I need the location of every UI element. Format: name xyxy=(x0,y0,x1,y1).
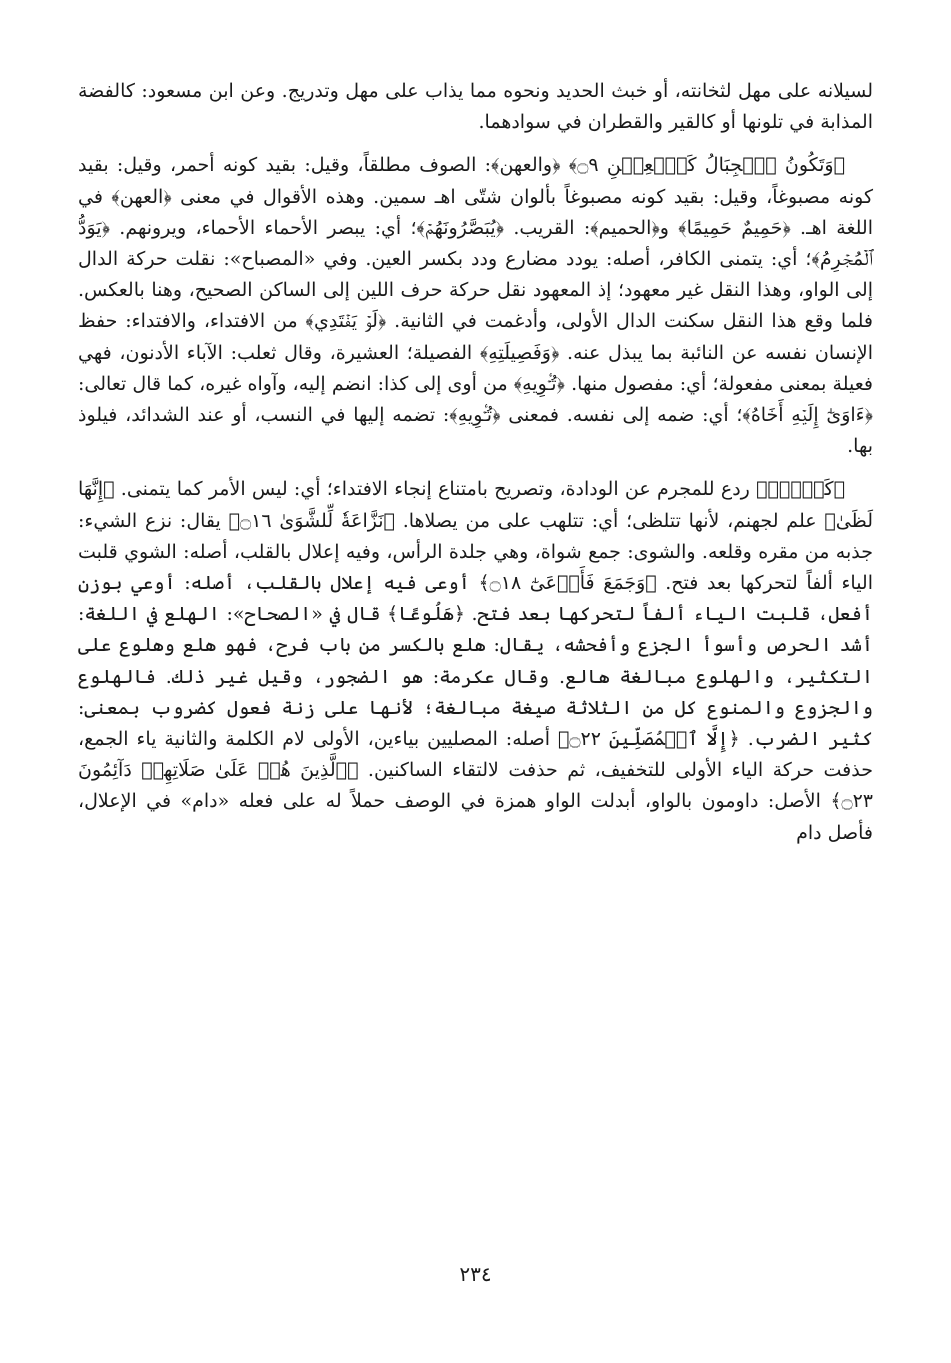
paragraph-1: لسيلانه على مهل لثخانته، أو خبث الحديد ونحوه مما يذاب على مهل وتدريج. وعن ابن مسعود: كالفضة المذابة في تلونها أو كالقير والقطران في سوادهما. xyxy=(78,80,873,134)
paragraph-2: ﴿وَتَكُونُ ٱلۡجِبَالُ كَٱلۡعِهۡنِ ۝٩﴾ ﴿والعهن﴾: الصوف مطلقاً، وقيل: بقيد كونه أحمر، وقيل: بقيد كونه مصبوغاً، وقيل: بقيد كونه مصبوغاً بألوان شتّى اهـ سمين. وهذه الأقوال في معنى ﴿العهن﴾ في اللغة اهـ. ﴿حَمِيمٌ حَمِيمًا﴾ و﴿الحميم﴾: القريب. ﴿يُبَصَّرُونَهُمۡ﴾؛ أي: يبصر الأحماء الأحماء، ويرونهم. ﴿يَوَدُّ ٱلۡمُجۡرِمُ﴾؛ أي: يتمنى الكافر، أصله: يودد مضارع ودد بكسر العين. وفي «المصباح»: نقلت حركة الدال إلى الواو، وهذا النقل غير معهود؛ إذ المعهود نقل حركة حرف اللين إلى الساكن الصحيح، وهنا بالعكس. فلما وقع هذا النقل سكنت الدال الأولى، وأدغمت في الثانية. ﴿لَوۡ يَفۡتَدِي﴾ من الافتداء، والافتداء: حفظ الإنسان نفسه عن النائبة بما يبذل عنه. ﴿وَفَصِيلَتِهِ﴾ الفصيلة؛ العشيرة، وقال ثعلب: الآباء الأدنون، فهي فعيلة بمعنى مفعولة؛ أي: مفصول منها. ﴿تُـٔۡوِيهِ﴾ من أوى إلى كذا: انضم إليه، وآواه غيره، كما قال تعالى: ﴿ءَاوَىٰٓ إِلَيۡهِ أَخَاهُ﴾؛ أي: ضمه إلى نفسه. فمعنى ﴿تُـٔۡوِيهِ﴾: تضمه إليها في النسب، أو عند الشدائد، فيلوذ بها. xyxy=(78,154,873,458)
page-number: ٢٣٤ xyxy=(459,1262,492,1286)
paragraph-3: ﴿كَلَّآۖ﴾ ردع للمجرم عن الودادة، وتصريح بامتناع إنجاء الافتداء؛ أي: ليس الأمر كما يتمنى. ﴿إِنَّهَا لَظَىٰ﴾ علم لجهنم، لأنها تتلظى؛ أي: تتلهب على من يصلاها. ﴿نَزَّاعَةٗ لِّلشَّوَىٰ ۝١٦﴾ يقال: نزع الشيء: جذبه من مقره وقلعه. والشوى: جمع شواة، وهي جلدة الرأس، وفيه إعلال بالقلب، أصله: الشوي قلبت الياء ألفاً لتحركها بعد فتح. ﴿وَجَمَعَ فَأَوۡعَىٰٓ ۝١٨﴾ أوعى فيه إعلال بالقلب، أصله: أوعي بوزن أفعل، قلبت الياء ألفاً لتحركها بعد فتح. ﴿هَلُوعًا﴾ قال في «الصحاح»: الهلع في اللغة: أشد الحرص وأسوأ الجزع وأفحشه، يقال: هلع بالكسر من باب فرح، فهو هلع وهلوع على التكثير، والهلوع مبالغة هالع. وقال عكرمة: هو الضجور، وقيل غير ذلك. فالهلوع والجزوع والمنوع كل من الثلاثة صيغة مبالغة؛ لأنها على زنة فعول كضروب بمعنى: كثير الضرب. ﴿إِلَّا ٱلۡمُصَلِّينَ ۝٢٢﴾ أصله: المصليين بياءين، الأولى لام الكلمة والثانية ياء الجمع، حذفت حركة الياء الأولى للتخفيف، ثم حذفت لالتقاء الساكنين. ﴿ٱلَّذِينَ هُمۡ عَلَىٰ صَلَاتِهِمۡ دَآئِمُونَ ۝٢٣﴾ الأصل: داومون بالواو، أبدلت الواو همزة في الوصف حملاً له على فعله «دام» في الإعلال، فأصل دام xyxy=(78,478,874,844)
